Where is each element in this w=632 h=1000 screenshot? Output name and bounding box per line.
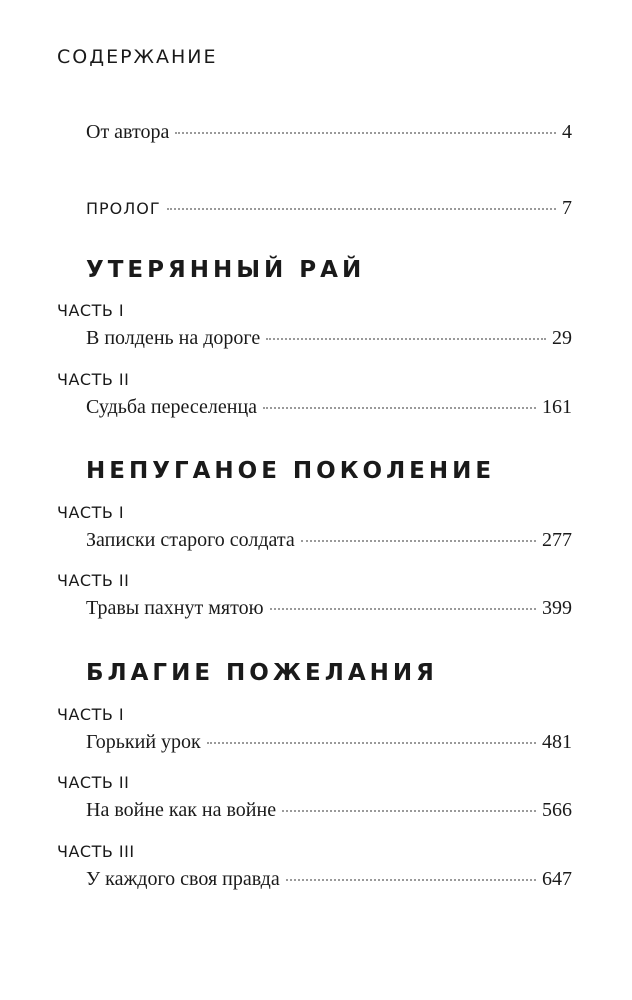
entry-page: 161	[542, 396, 572, 418]
part-label: ЧАСТЬ II	[57, 571, 130, 590]
dot-leader	[282, 810, 536, 812]
entry-title: Записки старого солдата	[86, 529, 295, 551]
part-label: ЧАСТЬ III	[57, 842, 135, 861]
entry-title: На войне как на войне	[86, 799, 277, 821]
entry-page: 277	[542, 529, 572, 551]
dot-leader	[207, 742, 536, 744]
entry-title: У каждого своя правда	[86, 868, 280, 890]
dot-leader	[286, 879, 536, 881]
toc-entry[interactable]	[86, 799, 572, 822]
entry-title: В полдень на дороге	[86, 327, 261, 349]
entry-title: Горький урок	[86, 731, 201, 753]
dot-leader	[263, 407, 536, 409]
entry-page: 566	[542, 799, 572, 821]
section-heading: БЛАГИЕ ПОЖЕЛАНИЯ	[86, 660, 438, 686]
dot-leader	[266, 338, 546, 340]
toc-title: СОДЕРЖАНИЕ	[57, 46, 218, 68]
entry-page: 4	[562, 121, 572, 143]
entry-page: 647	[542, 868, 572, 890]
part-label: ЧАСТЬ I	[57, 705, 125, 724]
part-label: ЧАСТЬ II	[57, 773, 130, 792]
part-label: ЧАСТЬ I	[57, 301, 125, 320]
entry-title: От автора	[86, 121, 170, 143]
toc-entry-prologue[interactable]	[86, 197, 572, 220]
entry-title: Судьба переселенца	[86, 396, 258, 418]
entry-page: 481	[542, 731, 572, 753]
toc-entry[interactable]	[86, 529, 572, 552]
dot-leader	[270, 608, 536, 610]
toc-entry[interactable]	[86, 731, 572, 754]
toc-entry[interactable]	[86, 597, 572, 620]
entry-page: 7	[562, 197, 572, 219]
dot-leader	[167, 208, 556, 210]
entry-title: ПРОЛОГ	[86, 199, 161, 218]
entry-page: 29	[552, 327, 572, 349]
dot-leader	[175, 132, 556, 134]
toc-entry-author[interactable]	[86, 121, 572, 144]
toc-entry[interactable]	[86, 868, 572, 891]
entry-title: Травы пахнут мятою	[86, 597, 264, 619]
toc-entry[interactable]	[86, 327, 572, 350]
part-label: ЧАСТЬ I	[57, 503, 125, 522]
toc-entry[interactable]	[86, 396, 572, 419]
entry-page: 399	[542, 597, 572, 619]
dot-leader	[301, 540, 536, 542]
section-heading: УТЕРЯННЫЙ РАЙ	[86, 257, 366, 283]
section-heading: НЕПУГАНОЕ ПОКОЛЕНИЕ	[86, 458, 496, 484]
part-label: ЧАСТЬ II	[57, 370, 130, 389]
